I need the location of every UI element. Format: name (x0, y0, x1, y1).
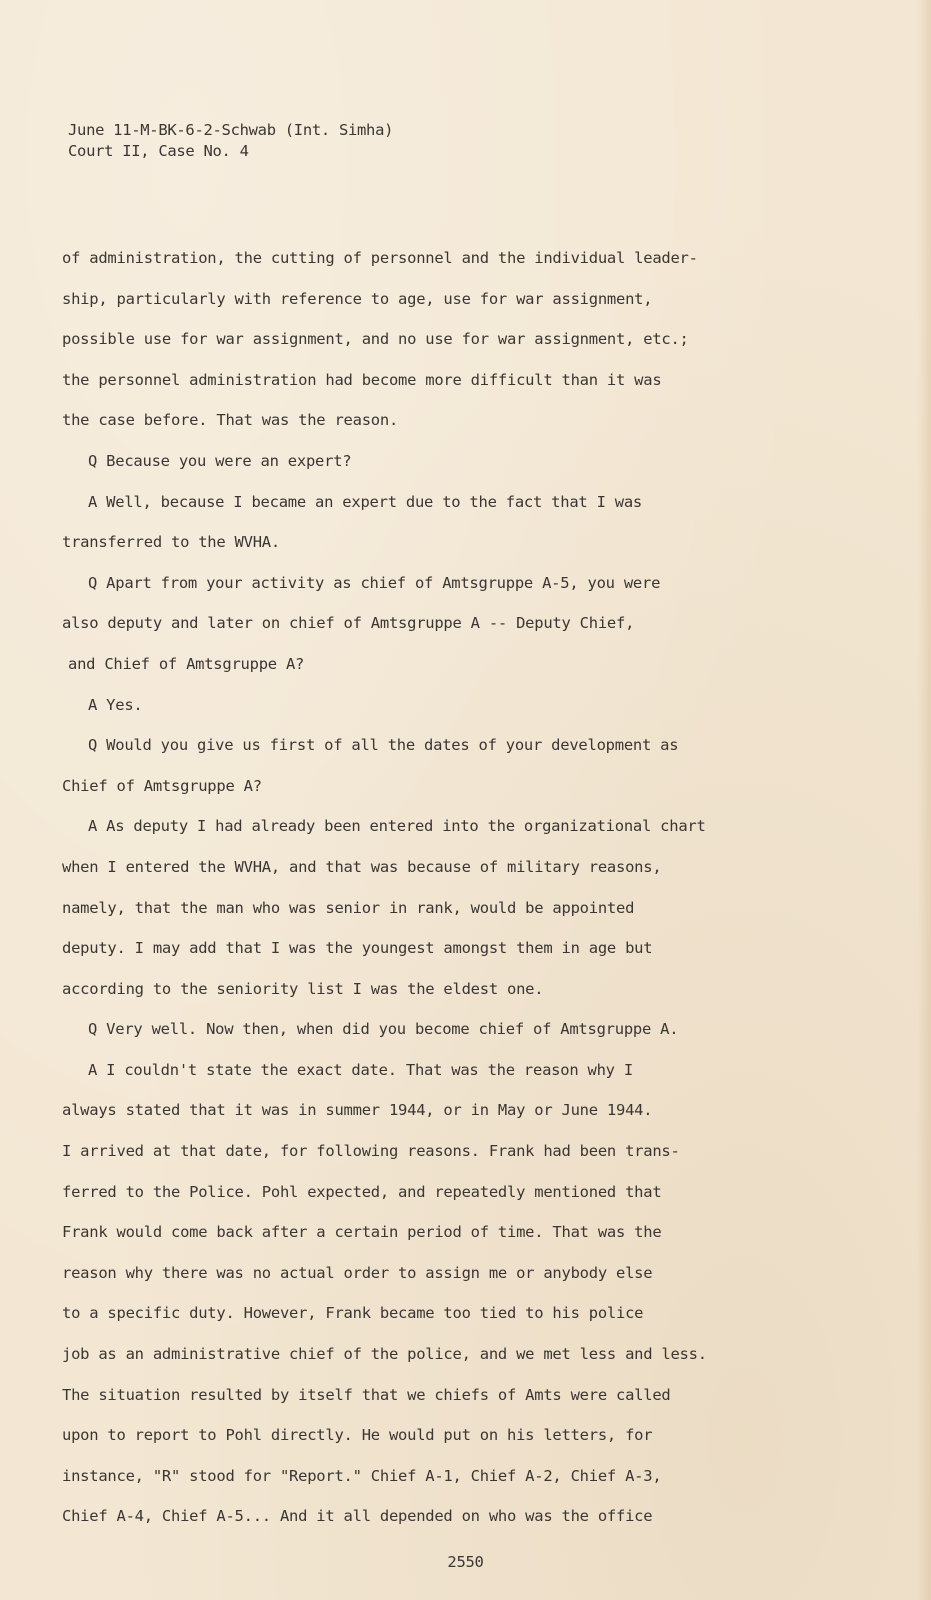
text-line: of administration, the cutting of personnel and the individual leader- (62, 249, 698, 267)
transcript-body (62, 244, 902, 1543)
answer-line: A Well, because I became an expert due to the fact that I was (88, 492, 642, 511)
text-line: The situation resulted by itself that we chiefs of Amts were called (62, 1385, 671, 1404)
text-line: ship, particularly with reference to age, use for war assignment, (62, 289, 653, 308)
answer-line: A Yes. (88, 695, 143, 714)
question-line: Q Because you were an expert? (88, 451, 352, 470)
text-line: also deputy and later on chief of Amtsgruppe A -- Deputy Chief, (62, 614, 635, 633)
text-line: when I entered the WVHA, and that was because of military reasons, (62, 857, 662, 876)
answer-line: A I couldn't state the exact date. That was the reason why I (88, 1060, 633, 1079)
text-line: reason why there was no actual order to assign me or anybody else (62, 1263, 653, 1282)
text-line: Frank would come back after a certain period of time. That was the (62, 1223, 662, 1242)
question-line: Q Apart from your activity as chief of Amtsgruppe A-5, you were (88, 573, 661, 592)
page-number: 2550 (447, 1553, 484, 1571)
text-line: the personnel administration had become more difficult than it was (62, 370, 662, 389)
text-line: to a specific duty. However, Frank became too tied to his police (62, 1304, 644, 1323)
header-line-1: June 11-M-BK-6-2-Schwab (Int. Simha) (68, 121, 394, 139)
question-line: Q Would you give us first of all the dates of your development as (88, 736, 679, 755)
text-line: Chief A-4, Chief A-5... And it all depended on who was the office (62, 1507, 653, 1526)
text-line: I arrived at that date, for following reasons. Frank had been trans- (62, 1142, 680, 1161)
text-line: job as an administrative chief of the police, and we met less and less. (62, 1345, 707, 1364)
text-line: upon to report to Pohl directly. He would put on his letters, for (62, 1426, 653, 1445)
header-line-2: Court II, Case No. 4 (68, 142, 249, 160)
text-line: possible use for war assignment, and no use for war assignment, etc.; (62, 330, 689, 349)
text-line: deputy. I may add that I was the youngest amongst them in age but (62, 939, 653, 958)
answer-line: A As deputy I had already been entered into the organizational chart (88, 817, 706, 836)
text-line: Chief of Amtsgruppe A? (62, 776, 262, 795)
text-line: always stated that it was in summer 1944, or in May or June 1944. (62, 1101, 653, 1120)
text-line: the case before. That was the reason. (62, 411, 399, 430)
text-line: ferred to the Police. Pohl expected, and repeatedly mentioned that (62, 1182, 662, 1201)
text-line: instance, "R" stood for "Report." Chief A-1, Chief A-2, Chief A-3, (62, 1466, 662, 1485)
document-header (68, 120, 393, 162)
text-line: according to the seniority list I was the eldest one. (62, 979, 544, 998)
paper-edge-shadow (917, 0, 931, 1600)
text-line: transferred to the WVHA. (62, 533, 280, 552)
text-line: namely, that the man who was senior in rank, would be appointed (62, 898, 635, 917)
question-line: Q Very well. Now then, when did you become chief of Amtsgruppe A. (88, 1020, 679, 1039)
text-line: and Chief of Amtsgruppe A? (68, 654, 305, 673)
